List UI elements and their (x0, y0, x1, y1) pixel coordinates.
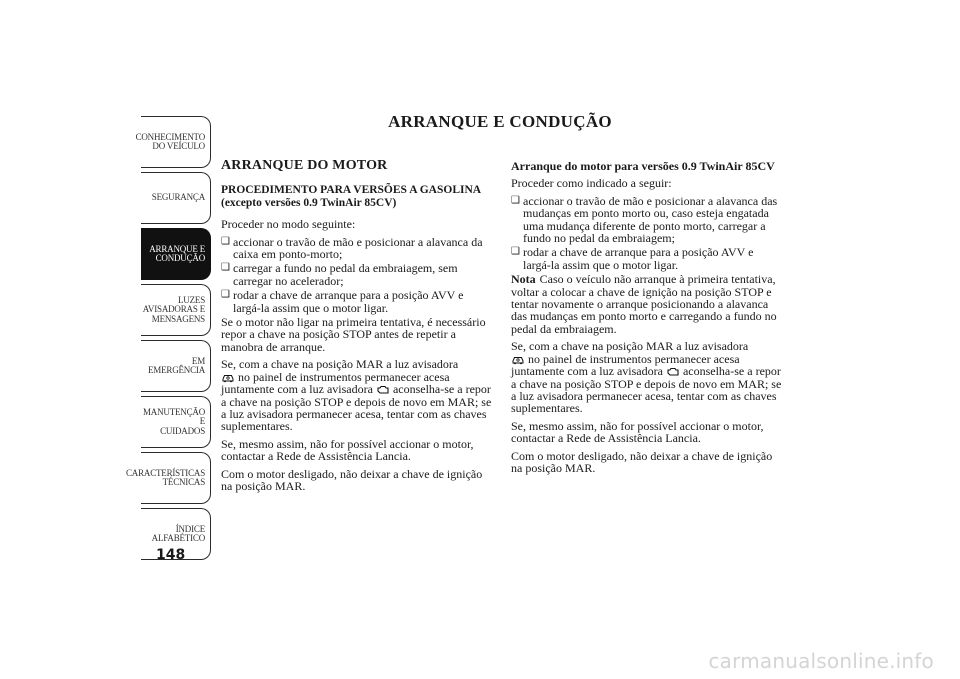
steps-list (511, 195, 783, 271)
tab-label: CONHECIMENTO DO VEÍCULO (135, 131, 205, 151)
tab-label: LUZES AVISADORAS E MENSAGENS (142, 294, 205, 324)
left-column (221, 160, 493, 497)
chapter-tabs (125, 116, 211, 564)
list-item: ❑ accionar o travão de mão e posicionar a alavanca das mudanças em ponto morto ou, caso esteja engatada uma mudança diferente de ponto morto, carregar a fundo no pedal da embraiagem; (511, 195, 783, 245)
paragraph-warning (221, 358, 493, 432)
note-paragraph (511, 273, 783, 335)
paragraph: Com o motor desligado, não deixar a chave de ignição na posição MAR. (221, 466, 483, 493)
intro-text: Proceder como indicado a seguir: (511, 176, 672, 191)
text-segment: aconselha-se a repor a chave na posição STOP e depois de novo em MAR; se a luz avisadora permanecer acesa, tentar com as chaves suplementares. (221, 382, 492, 434)
immobilizer-car-key-icon (511, 354, 525, 365)
tab-label: ÍNDICE ALFABÉTICO (151, 523, 205, 543)
list-item: ❑ accionar o travão de mão e posicionar a alavanca da caixa em ponto-morto; (221, 236, 493, 261)
subsection-heading (221, 184, 493, 209)
tab-label: CARACTERÍSTICAS TÉCNICAS (125, 467, 205, 487)
tab-emergencia[interactable] (141, 340, 211, 392)
tab-caracteristicas[interactable] (125, 452, 211, 504)
list-item: ❑ rodar a chave de arranque para a posição AVV e largá-la assim que o motor ligar. (511, 246, 783, 271)
text-segment: aconselha-se a repor a chave na posição STOP e depois de novo em MAR; se a luz avisadora permanecer acesa, tentar com as chaves suplementares. (511, 364, 782, 416)
page-title: ARRANQUE E CONDUÇÃO (388, 112, 612, 131)
engine-check-icon (376, 384, 390, 395)
text-segment: Se, com a chave na posição MAR a luz avisadora (511, 339, 749, 354)
tab-label: SEGURANÇA (151, 192, 205, 203)
tab-seguranca[interactable] (141, 172, 211, 224)
tab-luzes[interactable] (141, 284, 211, 336)
list-item: ❑ carregar a fundo no pedal da embraiagem, sem carregar no acelerador; (221, 262, 493, 287)
subheading-line-2: (excepto versões 0.9 TwinAir 85CV) (221, 196, 397, 209)
tab-manutencao[interactable] (141, 396, 211, 448)
tab-label: EM EMERGÊNCIA (148, 355, 205, 375)
note-label: Nota (511, 272, 536, 287)
tab-conhecimento[interactable] (135, 116, 211, 168)
page-number: 148 (156, 547, 186, 563)
paragraph-warning (511, 340, 783, 414)
subheading-line-1: PROCEDIMENTO PARA VERSÕES A GASOLINA (221, 184, 482, 197)
paragraph: Com o motor desligado, não deixar a chave de ignição na posição MAR. (511, 448, 773, 475)
section-heading: ARRANQUE DO MOTOR (221, 158, 388, 173)
subsection-heading: Arranque do motor para versões 0.9 TwinAir 85CV (511, 159, 775, 173)
watermark: carmanualsonline.info (708, 649, 934, 673)
engine-check-icon (666, 366, 680, 377)
right-column (511, 160, 783, 479)
text-segment: Se, com a chave na posição MAR a luz avisadora (221, 357, 459, 372)
paragraph: Se, mesmo assim, não for possível accionar o motor, contactar a Rede de Assistência Lancia. (221, 436, 474, 464)
text-segment: no painel de instrumentos permanecer acesa juntamente com a luz avisadora (221, 369, 450, 397)
steps-list (221, 236, 493, 314)
list-item: ❑ rodar a chave de arranque para a posição AVV e largá-la assim que o motor ligar. (221, 289, 493, 314)
text-segment: no painel de instrumentos permanecer acesa juntamente com a luz avisadora (511, 351, 740, 379)
tab-label: ARRANQUE E CONDUÇÃO (149, 243, 205, 263)
paragraph: Se, mesmo assim, não for possível accionar o motor, contactar a Rede de Assistência Lancia. (511, 418, 764, 446)
tab-label: MANUTENÇÃO E CUIDADOS (143, 406, 205, 436)
note-text: Caso o veículo não arranque à primeira tentativa, voltar a colocar a chave de ignição na posição STOP e tentar novamente o arranque posicionando a alavanca das mudanças em ponto morto e carregando a fundo no pedal da embraiagem. (511, 272, 777, 336)
paragraph: Se o motor não ligar na primeira tentativa, é necessário repor a chave na posição STOP antes de repetir a manobra de arranque. (221, 315, 486, 354)
intro-text: Proceder no modo seguinte: (221, 217, 356, 232)
tab-arranque-active[interactable] (141, 228, 211, 280)
immobilizer-car-key-icon (221, 372, 235, 383)
